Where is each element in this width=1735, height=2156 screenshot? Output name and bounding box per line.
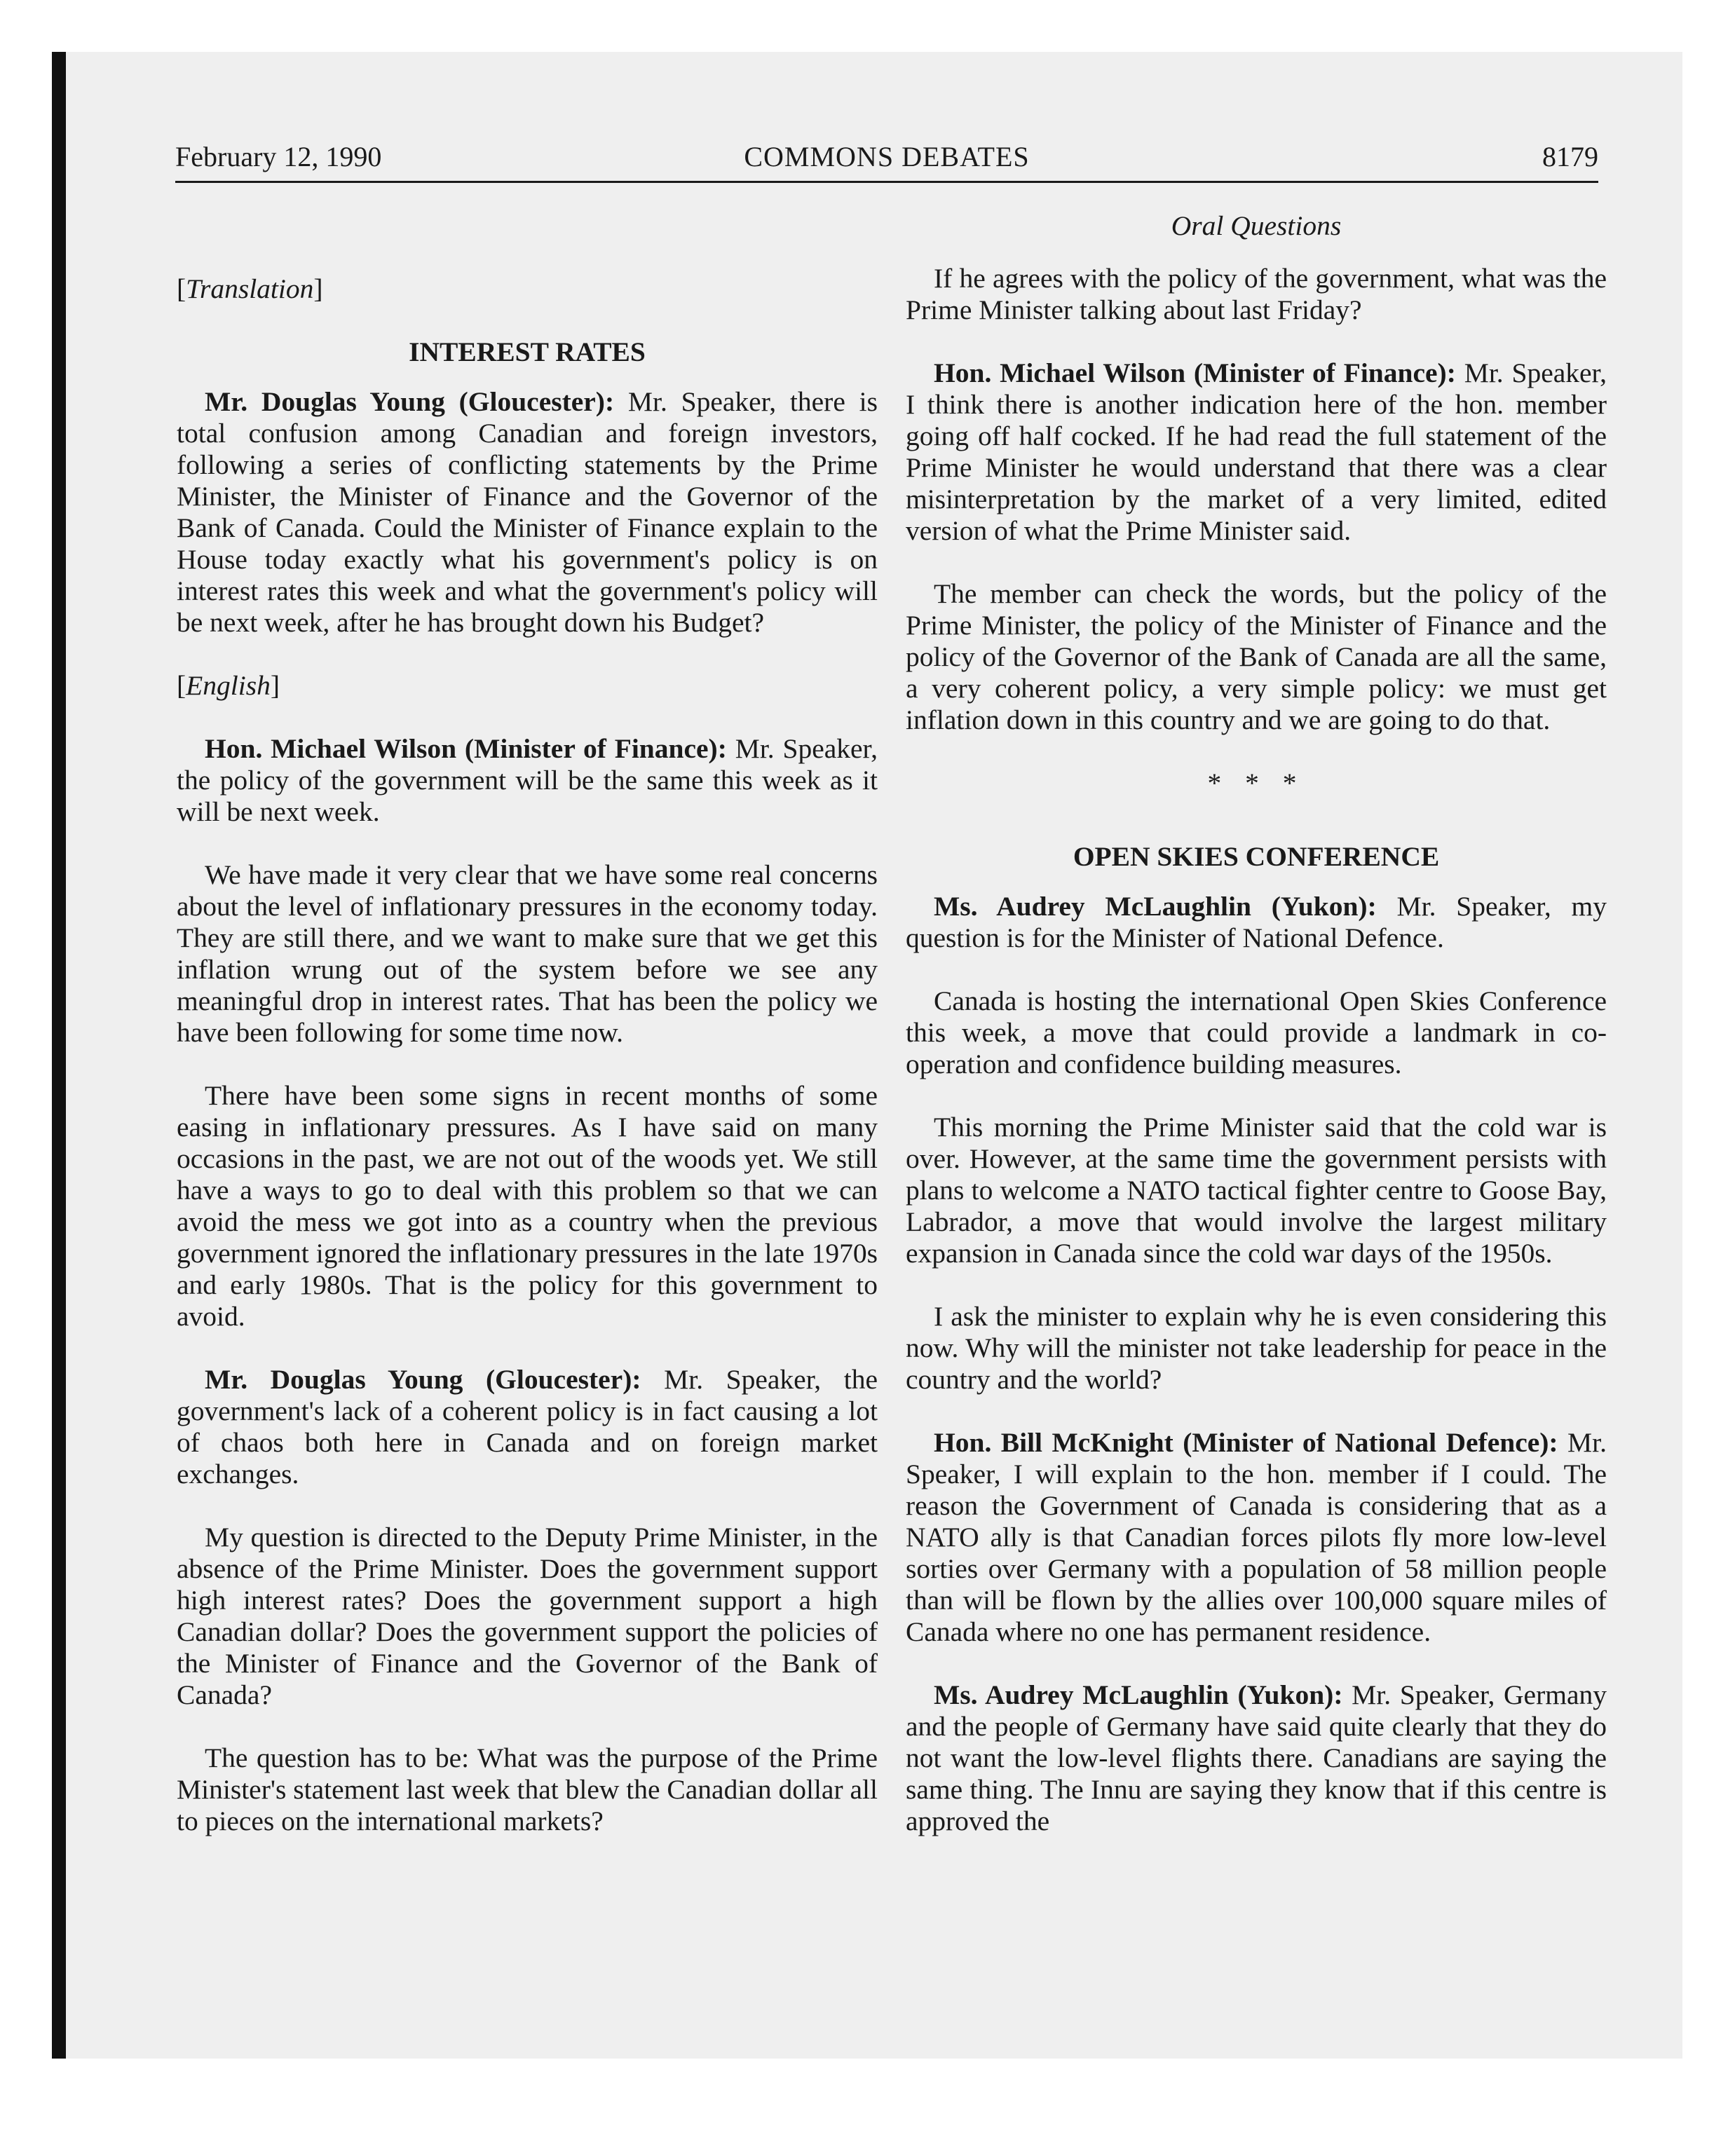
paragraph: Canada is hosting the international Open Skies Conference this week, a move that could provide a landmark in co-operation and confidence building measures.	[906, 985, 1607, 1079]
paragraph: Hon. Michael Wilson (Minister of Finance): Mr. Speaker, I think there is another indication here of the hon. member going off half cocked. If he had read the full statement of the Prime Minister he would understand that there was a clear misinterpretation by the market of a very limited, edited version of what the Prime Minister said.	[906, 357, 1607, 546]
running-header	[175, 140, 1598, 182]
paragraph: Hon. Michael Wilson (Minister of Finance): Mr. Speaker, the policy of the government will be the same this week as it will be next week.	[177, 733, 878, 827]
header-title: COMMONS DEBATES	[744, 141, 1030, 172]
paragraph: The question has to be: What was the purpose of the Prime Minister's statement last week that blew the Canadian dollar all to pieces on the international markets?	[177, 1742, 878, 1836]
paragraph: Hon. Bill McKnight (Minister of National Defence): Mr. Speaker, I will explain to the hon. member if I could. The reason the Government of Canada is considering that as a NATO ally is that Canadian forces pilots fly more low-level sorties over Germany with a population of 58 million people than will be flown by the allies over 100,000 square miles of Canada where no one has permanent residence.	[906, 1427, 1607, 1647]
paragraph: Mr. Douglas Young (Gloucester): Mr. Speaker, there is total confusion among Canadian and foreign investors, following a series of conflicting statements by the Prime Minister, the Minister of Finance and the Governor of the Bank of Canada. Could the Minister of Finance explain to the House today exactly what his government's policy is on interest rates this week and what the government's policy will be next week, after he has brought down his Budget?	[177, 386, 878, 638]
speaker-name: Hon. Michael Wilson (Minister of Finance):	[205, 733, 727, 764]
paragraph: This morning the Prime Minister said that the cold war is over. However, at the same time the government persists with plans to welcome a NATO tactical fighter centre to Goose Bay, Labrador, a move that would involve the largest military expansion in Canada since the cold war days of the 1950s.	[906, 1112, 1607, 1269]
heading-open-skies: OPEN SKIES CONFERENCE	[1073, 841, 1440, 872]
label-translation: [Translation]	[177, 273, 323, 304]
header-page-number: 8179	[1542, 141, 1598, 172]
right-column	[906, 210, 1607, 1869]
speaker-name: Mr. Douglas Young (Gloucester):	[205, 386, 615, 417]
paragraph: The member can check the words, but the policy of the Prime Minister, the policy of the Minister of Finance and the policy of the Governor of the Bank of Canada are all the same, a very coherent policy, a very simple policy: we must get inflation down in this country and we are going to do that.	[906, 578, 1607, 735]
section-subtitle: Oral Questions	[1171, 210, 1342, 241]
paragraph: My question is directed to the Deputy Prime Minister, in the absence of the Prime Minister. Does the government support high interest rates? Does the government support a high Canadian dollar? Does the government support the policies of the Minister of Finance and the Governor of the Bank of Canada?	[177, 1522, 878, 1710]
paragraph: Mr. Douglas Young (Gloucester): Mr. Speaker, the government's lack of a coherent policy is in fact causing a lot of chaos both here in Canada and on foreign market exchanges.	[177, 1364, 878, 1489]
paragraph: We have made it very clear that we have some real concerns about the level of inflationary pressures in the economy today. They are still there, and we want to make sure that we get this inflation wrung out of the system before we see any meaningful drop in interest rates. That has been the policy we have been following for some time now.	[177, 859, 878, 1048]
left-column	[177, 210, 878, 1869]
section-separator: * * *	[1207, 767, 1305, 798]
speaker-name: Hon. Bill McKnight (Minister of National Defence):	[934, 1427, 1558, 1458]
speaker-name: Ms. Audrey McLaughlin (Yukon):	[934, 891, 1377, 922]
label-english: [English]	[177, 670, 280, 701]
paragraph: Ms. Audrey McLaughlin (Yukon): Mr. Speaker, my question is for the Minister of National Defence.	[906, 891, 1607, 953]
paragraph: There have been some signs in recent months of some easing in inflationary pressures. As I have said on many occasions in the past, we are not out of the woods yet. We still have a ways to go to deal with this problem so that we can avoid the mess we got into as a country when the previous government ignored the inflationary pressures in the late 1970s and early 1980s. That is the policy for this government to avoid.	[177, 1080, 878, 1332]
speaker-name: Ms. Audrey McLaughlin (Yukon):	[934, 1679, 1343, 1710]
heading-interest-rates: INTEREST RATES	[409, 336, 646, 367]
speaker-name: Mr. Douglas Young (Gloucester):	[205, 1364, 641, 1395]
speaker-name: Hon. Michael Wilson (Minister of Finance):	[934, 357, 1456, 388]
paragraph: Ms. Audrey McLaughlin (Yukon): Mr. Speaker, Germany and the people of Germany have said quite clearly that they do not want the low-level flights there. Canadians are saying the same thing. The Innu are saying they know that if this centre is approved the	[906, 1679, 1607, 1836]
paragraph: I ask the minister to explain why he is even considering this now. Why will the minister not take leadership for peace in the country and the world?	[906, 1301, 1607, 1395]
paragraph: If he agrees with the policy of the government, what was the Prime Minister talking about last Friday?	[906, 263, 1607, 325]
scan-edge	[52, 52, 66, 2059]
header-rule	[175, 181, 1598, 183]
header-date: February 12, 1990	[175, 141, 382, 172]
